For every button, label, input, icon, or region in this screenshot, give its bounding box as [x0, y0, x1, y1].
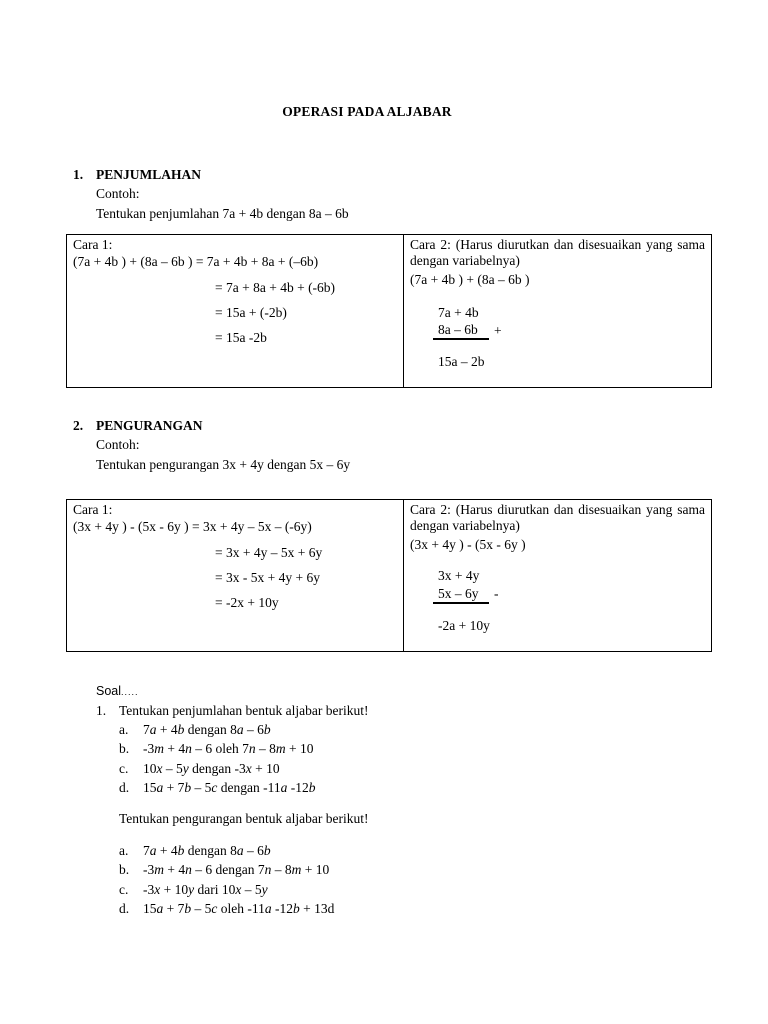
item-expression: -3m + 4n – 6 oleh 7n – 8m + 10	[143, 741, 314, 756]
step-line: = 15a + (-2b)	[215, 305, 287, 320]
underline	[433, 338, 489, 340]
column-row: 8a – 6b	[438, 322, 478, 337]
column-row: 7a + 4b	[438, 305, 479, 320]
cara1-cell	[67, 500, 404, 652]
step-line: = 7a + 8a + 4b + (-6b)	[215, 280, 336, 295]
item-expression: -3m + 4n – 6 dengan 7n – 8m + 10	[143, 862, 330, 877]
cara-label: Cara 2: (Harus diurutkan dan disesuaikan yang sama dengan variabelnya)	[410, 237, 705, 268]
item-letter: c.	[119, 761, 129, 776]
contoh-label: Contoh:	[96, 437, 140, 452]
section-number: 2.	[73, 418, 84, 433]
item-expression: 10x – 5y dengan -3x + 10	[143, 761, 280, 776]
page-title: OPERASI PADA ALJABAR	[282, 104, 452, 119]
operator: +	[494, 323, 502, 338]
expression: (3x + 4y ) - (5x - 6y )	[410, 537, 526, 552]
step-line: = 3x - 5x + 4y + 6y	[215, 570, 320, 585]
cara-label: Cara 1:	[73, 502, 113, 517]
example-table	[66, 234, 712, 388]
underline	[433, 602, 489, 604]
soal-dots: .....	[121, 687, 139, 697]
item-letter: b.	[119, 741, 130, 756]
operator: -	[494, 586, 499, 601]
section-number: 1.	[73, 167, 84, 182]
soal-heading	[96, 683, 139, 700]
cara2-cell	[404, 500, 712, 652]
question-text: Tentukan pengurangan bentuk aljabar berikut!	[119, 811, 369, 826]
item-letter: b.	[119, 862, 130, 877]
question-text: Tentukan penjumlahan bentuk aljabar berikut!	[119, 703, 369, 718]
column-row: 5x – 6y	[438, 586, 479, 601]
example-table	[66, 499, 712, 652]
item-letter: d.	[119, 901, 130, 916]
step-line: = -2x + 10y	[215, 595, 279, 610]
item-expression: -3x + 10y dari 10x – 5y	[143, 882, 268, 897]
step-line: = 3x + 4y – 5x + 6y	[215, 545, 323, 560]
question-number: 1.	[96, 703, 107, 718]
step-line: (7a + 4b ) + (8a – 6b ) = 7a + 4b + 8a + (–6b)	[73, 254, 319, 269]
item-expression: 7a + 4b dengan 8a – 6b	[143, 843, 271, 858]
item-letter: a.	[119, 843, 129, 858]
expression: (7a + 4b ) + (8a – 6b )	[410, 272, 530, 287]
step-line: (3x + 4y ) - (5x - 6y ) = 3x + 4y – 5x – (-6y)	[73, 519, 312, 534]
task-text: Tentukan penjumlahan 7a + 4b dengan 8a – 6b	[96, 206, 349, 221]
item-letter: c.	[119, 882, 129, 897]
contoh-label: Contoh:	[96, 186, 140, 201]
column-row: 3x + 4y	[438, 568, 480, 583]
cara1-cell	[67, 235, 404, 388]
item-expression: 15a + 7b – 5c oleh -11a -12b + 13d	[143, 901, 335, 916]
item-expression: 7a + 4b dengan 8a – 6b	[143, 722, 271, 737]
step-line: = 15a -2b	[215, 330, 267, 345]
section-heading: PENJUMLAHAN	[96, 167, 201, 182]
result: -2a + 10y	[438, 618, 490, 633]
cara-label: Cara 1:	[73, 237, 113, 252]
section-heading: PENGURANGAN	[96, 418, 203, 433]
item-expression: 15a + 7b – 5c dengan -11a -12b	[143, 780, 316, 795]
item-letter: a.	[119, 722, 129, 737]
result: 15a – 2b	[438, 354, 485, 369]
cara-label: Cara 2: (Harus diurutkan dan disesuaikan yang sama dengan variabelnya)	[410, 502, 705, 533]
item-letter: d.	[119, 780, 130, 795]
soal-label: Soal	[96, 684, 122, 698]
task-text: Tentukan pengurangan 3x + 4y dengan 5x – 6y	[96, 457, 351, 472]
cara2-cell	[404, 235, 712, 388]
